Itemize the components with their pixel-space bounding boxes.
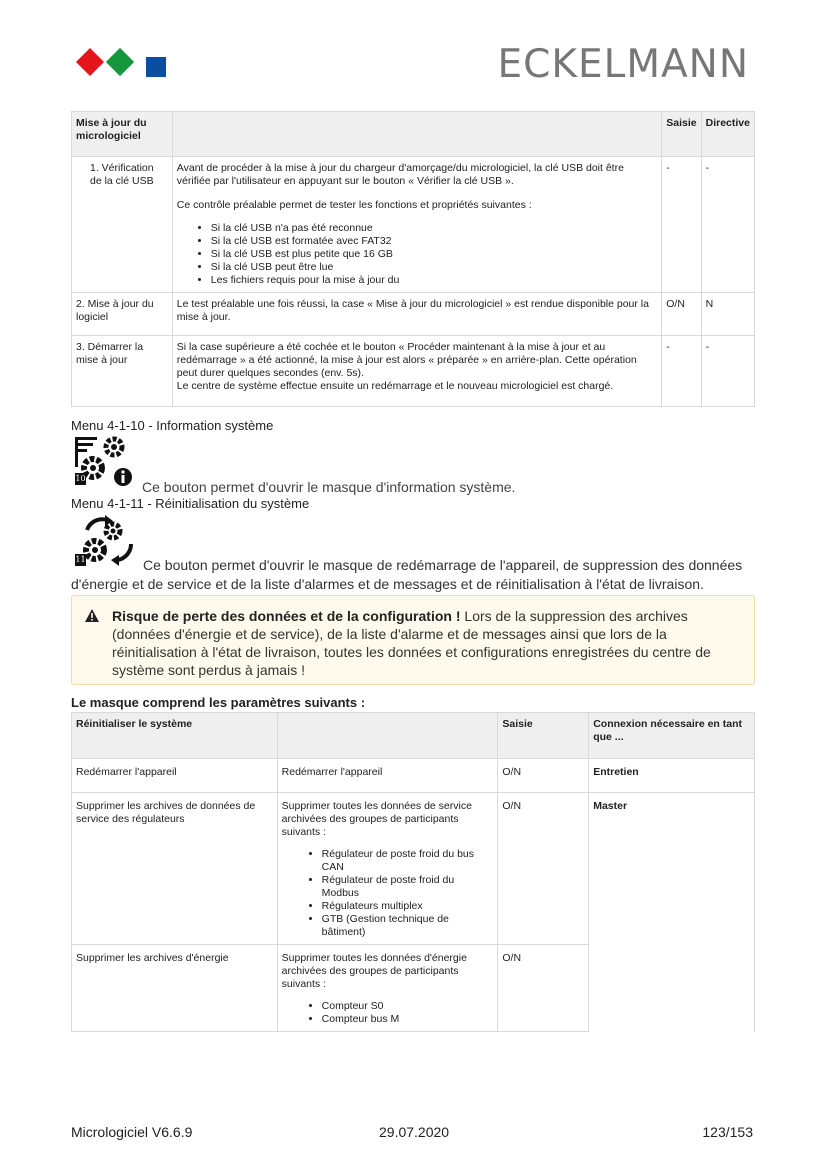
header-cell: Saisie — [498, 713, 589, 759]
table-header-row — [72, 112, 755, 157]
list-item: • Régulateur de poste froid du Modbus — [322, 874, 494, 900]
menu-10-title: Menu 4-1-10 - Information système — [71, 418, 274, 433]
param-name-cell: Supprimer les archives d'énergie — [72, 945, 278, 1032]
list-item: • Régulateur de poste froid du bus CAN — [322, 848, 494, 874]
saisie-cell: - — [662, 336, 701, 407]
header-cell — [172, 112, 661, 157]
header-cell: Connexion nécessaire en tant que ... — [589, 713, 755, 759]
list-item: • Si la clé USB peut être lue — [211, 261, 657, 274]
list-item: • Si la clé USB est formatée avec FAT32 — [211, 235, 657, 248]
menu-badge: 10 — [75, 474, 86, 483]
saisie-cell: O/N — [662, 293, 701, 336]
list-item: • Si la clé USB n'a pas été reconnue — [211, 222, 657, 235]
step-cell: 3. Démarrer la mise à jour — [72, 336, 173, 407]
table-header-row — [72, 713, 755, 759]
param-desc-cell: Supprimer toutes les données de service archivées des groupes de participants suivants : • Régulateur de poste froid du bus CAN • Régulateur de poste froid du Modbus • Régulateurs multiplex • GTB (Gestion technique de bâtiment) — [277, 793, 498, 945]
table-row — [72, 793, 755, 945]
saisie-cell: - — [662, 157, 701, 293]
directive-cell: N — [701, 293, 754, 336]
header-cell — [277, 713, 498, 759]
warning-text: Risque de perte des données et de la configuration ! Lors de la suppression des archives (données d'énergie et de service), de la liste d'alarme et de messages ainsi que lors de la réinitialisation à l'état de livraison, toutes les données et configurations enregistrées du centre de système sont perdus à jamais ! — [112, 608, 711, 678]
menu-10-description: Ce bouton permet d'ouvrir le masque d'information système. — [142, 479, 516, 495]
description-cell: Le test préalable une fois réussi, la case « Mise à jour du micrologiciel » est rendue disponible pour la mise à jour. — [172, 293, 661, 336]
directive-cell: - — [701, 157, 754, 293]
firmware-update-table — [71, 111, 755, 407]
list-item: • Les fichiers requis pour la mise à jour du — [211, 274, 657, 287]
menu-11-title: Menu 4-1-11 - Réinitialisation du système — [71, 496, 310, 511]
list-item: • Si la clé USB est plus petite que 16 GB — [211, 248, 657, 261]
list-item: • Compteur S0 — [322, 1000, 494, 1013]
table-row — [72, 157, 755, 293]
connexion-cell: Master — [589, 793, 755, 1032]
params-heading: Le masque comprend les paramètres suivants : — [71, 695, 366, 710]
menu-badge: 11 — [75, 555, 86, 564]
footer-version: Micrologiciel V6.6.9 — [71, 1124, 193, 1140]
param-desc-cell: Redémarrer l'appareil — [277, 759, 498, 793]
header-cell: Réinitialiser le système — [72, 713, 278, 759]
warning-box — [71, 595, 755, 685]
system-info-button-icon[interactable] — [73, 435, 133, 487]
table-row — [72, 759, 755, 793]
directive-cell: - — [701, 336, 754, 407]
header-cell: Mise à jour du micrologiciel — [72, 112, 173, 157]
usb-check-list — [177, 222, 657, 287]
table-row — [72, 293, 755, 336]
description-cell: Avant de procéder à la mise à jour du chargeur d'amorçage/du micrologiciel, la clé USB doit être vérifiée par l'utilisateur en appuyant sur le bouton « Vérifier la clé USB ». Ce contrôle préalable permet de tester les fonctions et propriétés suivantes : • Si la clé USB n'a pas été reconnue • Si la clé USB est formatée avec FAT32 • Si la clé USB est plus petite que 16 GB • Si la clé USB peut être lue • Les fichiers requis pour la mise à jour du — [172, 157, 661, 293]
brand-wordmark: ECKELMANN — [497, 42, 749, 87]
saisie-cell: O/N — [498, 945, 589, 1032]
list-item: • Régulateurs multiplex — [322, 900, 494, 913]
service-archive-list — [282, 848, 494, 939]
menu-11-description: Ce bouton permet d'ouvrir le masque de redémarrage de l'appareil, de suppression des données d'énergie et de service et de la liste d'alarmes et de messages et de réinitialisation à l'état de livraison. — [71, 557, 743, 592]
param-desc-cell: Supprimer toutes les données d'énergie archivées des groupes de participants suivants : • Compteur S0 • Compteur bus M — [277, 945, 498, 1032]
warning-icon — [85, 609, 99, 622]
energy-archive-list — [282, 1000, 494, 1026]
list-item: • Compteur bus M — [322, 1013, 494, 1026]
step-cell: 1. Vérification de la clé USB — [72, 157, 173, 293]
footer-date: 29.07.2020 — [379, 1124, 450, 1140]
company-logo — [76, 48, 168, 80]
step-cell: 2. Mise à jour du logiciel — [72, 293, 173, 336]
saisie-cell: O/N — [498, 759, 589, 793]
system-reset-table — [71, 712, 755, 1032]
logo-shapes — [76, 48, 168, 80]
header-cell: Saisie — [662, 112, 701, 157]
saisie-cell: O/N — [498, 793, 589, 945]
param-name-cell: Redémarrer l'appareil — [72, 759, 278, 793]
header-cell: Directive — [701, 112, 754, 157]
description-cell: Si la case supérieure a été cochée et le bouton « Procéder maintenant à la mise à jour et au redémarrage » a été actionné, la mise à jour est alors « préparée » en arrière-plan. Cette opération peut durer quelques secondes (env. 5s). Le centre de système effectue ensuite un redémarrage et le nouveau micrologiciel est chargé. — [172, 336, 661, 407]
list-item: • GTB (Gestion technique de bâtiment) — [322, 913, 494, 939]
footer-page-number: 123/153 — [702, 1124, 753, 1140]
table-row — [72, 336, 755, 407]
param-name-cell: Supprimer les archives de données de service des régulateurs — [72, 793, 278, 945]
connexion-cell: Entretien — [589, 759, 755, 793]
